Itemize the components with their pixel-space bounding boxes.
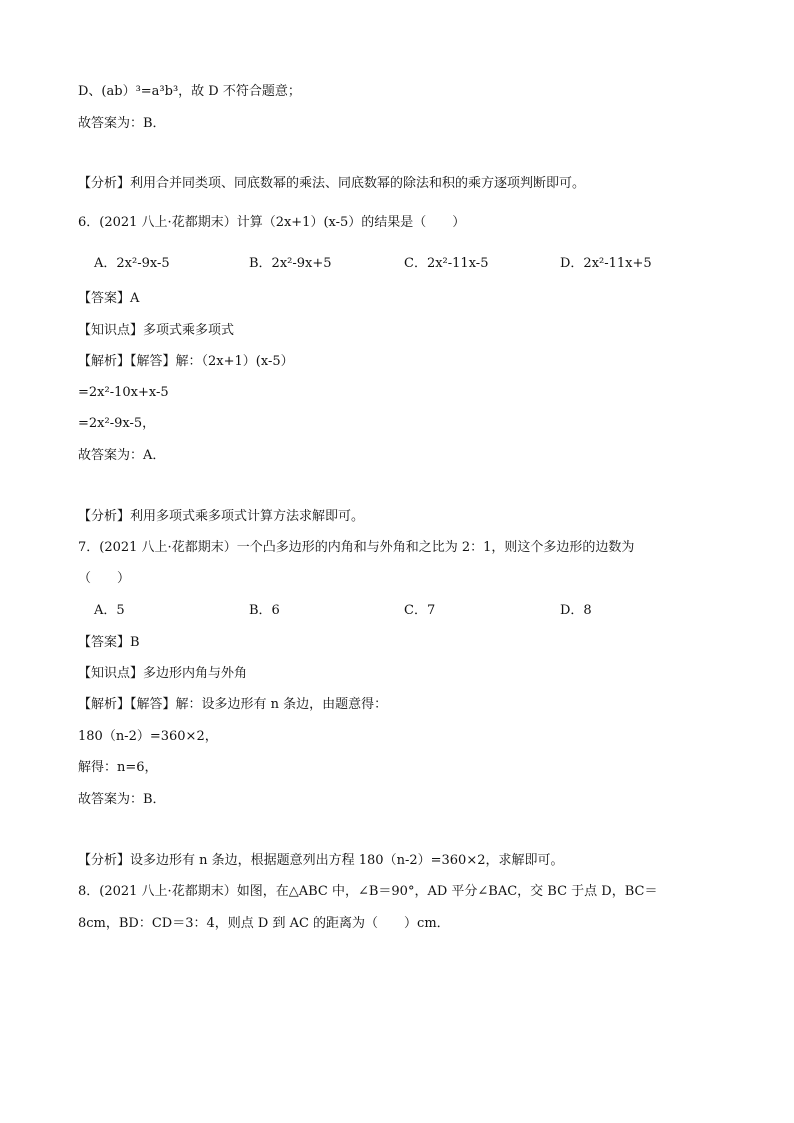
q7-stem-line-2: （ ） — [78, 571, 131, 586]
q7-option-a: A．5 — [94, 603, 125, 618]
prev-option-d-line: D、(ab）³=a³b³，故 D 不符合题意； — [78, 84, 301, 99]
prev-analysis: 【分析】利用合并同类项、同底数幂的乘法、同底数幂的除法和积的乘方逐项判断即可。 — [78, 176, 586, 191]
q7-conclusion: 故答案为：B． — [78, 792, 166, 807]
q6-answer: 【答案】A — [78, 291, 140, 306]
prev-answer-conclusion: 故答案为：B． — [78, 116, 166, 131]
q6-knowledge-point: 【知识点】多项式乘多项式 — [78, 323, 235, 338]
q7-stem-line-1: 7．(2021 八上·花都期末）一个凸多边形的内角和与外角和之比为 2：1，则这个多边形的边数为 — [78, 540, 635, 555]
q8-stem-line-2: 8cm，BD：CD＝3：4，则点 D 到 AC 的距离为（ ）cm． — [78, 916, 450, 931]
q6-stem: 6．(2021 八上·花都期末）计算（2x+1）(x-5）的结果是（ ） — [78, 215, 466, 230]
q6-option-d: D．2x²-11x+5 — [560, 256, 652, 271]
q7-step-2: 解得：n=6， — [78, 760, 158, 775]
q6-conclusion: 故答案为：A． — [78, 448, 166, 463]
q7-step-1: 180（n-2）=360×2， — [78, 729, 218, 744]
q7-option-b: B．6 — [249, 603, 280, 618]
q6-options — [94, 255, 734, 273]
q7-knowledge-point: 【知识点】多边形内角与外角 — [78, 666, 248, 681]
q7-analysis: 【分析】设多边形有 n 条边，根据题意列出方程 180（n-2）=360×2，求解即可。 — [78, 853, 564, 868]
q6-analysis: 【分析】利用多项式乘多项式计算方法求解即可。 — [78, 509, 365, 524]
q6-solution: 【解析】【解答】解：（2x+1）(x-5） — [78, 354, 294, 369]
q6-option-b: B．2x²-9x+5 — [249, 256, 332, 271]
q6-option-c: C．2x²-11x-5 — [404, 256, 489, 271]
q7-answer: 【答案】B — [78, 635, 140, 650]
q6-option-a: A．2x²-9x-5 — [94, 256, 170, 271]
q7-options — [94, 602, 734, 620]
q6-step-2: =2x²-9x-5， — [78, 416, 156, 431]
q8-stem-line-1: 8．(2021 八上·花都期末）如图，在△ABC 中，∠B＝90°，AD 平分∠BAC，交 BC 于点 D，BC＝ — [78, 884, 658, 899]
q7-option-c: C．7 — [404, 603, 436, 618]
q7-option-d: D．8 — [560, 603, 592, 618]
q7-solution: 【解析】【解答】解：设多边形有 n 条边，由题意得： — [78, 697, 388, 712]
q6-step-1: =2x²-10x+x-5 — [78, 385, 169, 400]
